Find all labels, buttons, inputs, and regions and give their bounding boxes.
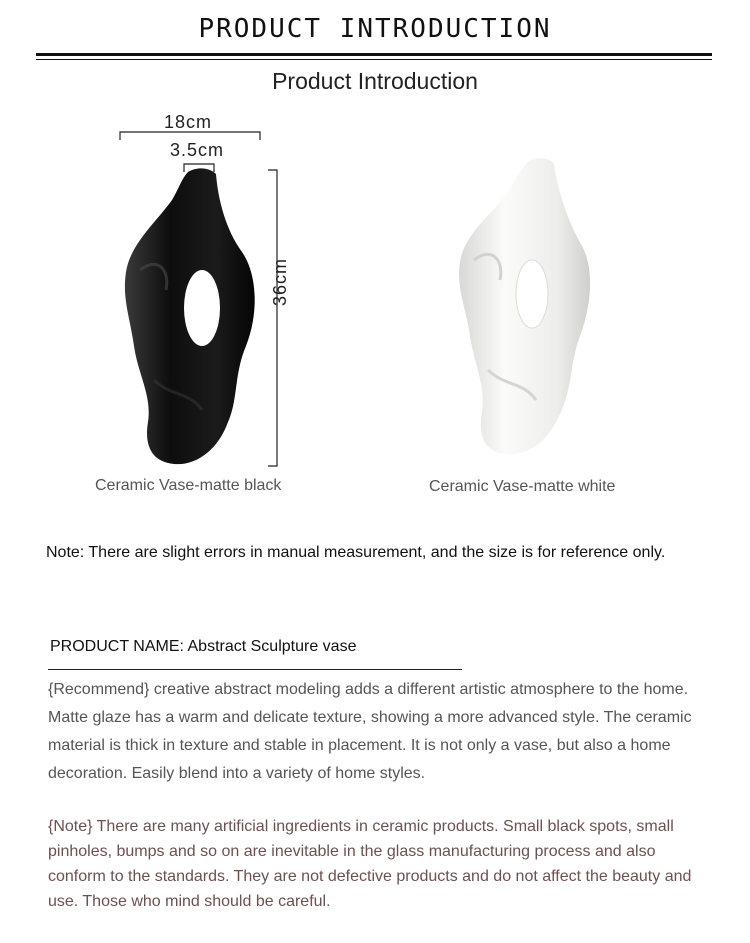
header-divider-thin — [36, 59, 712, 60]
black-vase-image — [110, 160, 280, 480]
care-note-paragraph: {Note} There are many artificial ingredients in ceramic products. Small black spots, small pinholes, bumps and so on are inevitable in the glass manufacturing process and also conform to the standards. They are not defective products and do not affect the beauty and use. Those who mind should be careful. — [48, 818, 692, 910]
page-header-title: PRODUCT INTRODUCTION — [198, 14, 552, 44]
width-label: 18cm — [164, 112, 213, 132]
product-name-divider — [48, 669, 462, 670]
black-vase-opening — [184, 270, 220, 346]
header-divider-thick — [36, 53, 712, 56]
white-vase-opening — [516, 260, 548, 328]
white-vase-image — [440, 150, 610, 470]
white-vase-caption: Ceramic Vase-matte white — [429, 478, 616, 495]
height-label: 36cm — [270, 257, 290, 306]
width-bracket — [120, 132, 260, 140]
black-vase-caption: Ceramic Vase-matte black — [95, 477, 282, 494]
recommend-paragraph: {Recommend} creative abstract modeling adds a different artistic atmosphere to the home. Matte glaze has a warm and delicate texture, showing a more advanced style. The ceramic material is thick in texture and stable in placement. It is not only a vase, but also a home decoration. Easily blend into a variety of home styles. — [48, 681, 692, 782]
section-subtitle: Product Introduction — [272, 68, 478, 94]
product-name: PRODUCT NAME: Abstract Sculpture vase — [50, 638, 357, 655]
mouth-label: 3.5cm — [170, 140, 225, 160]
measurement-note: Note: There are slight errors in manual measurement, and the size is for reference only. — [46, 544, 666, 561]
